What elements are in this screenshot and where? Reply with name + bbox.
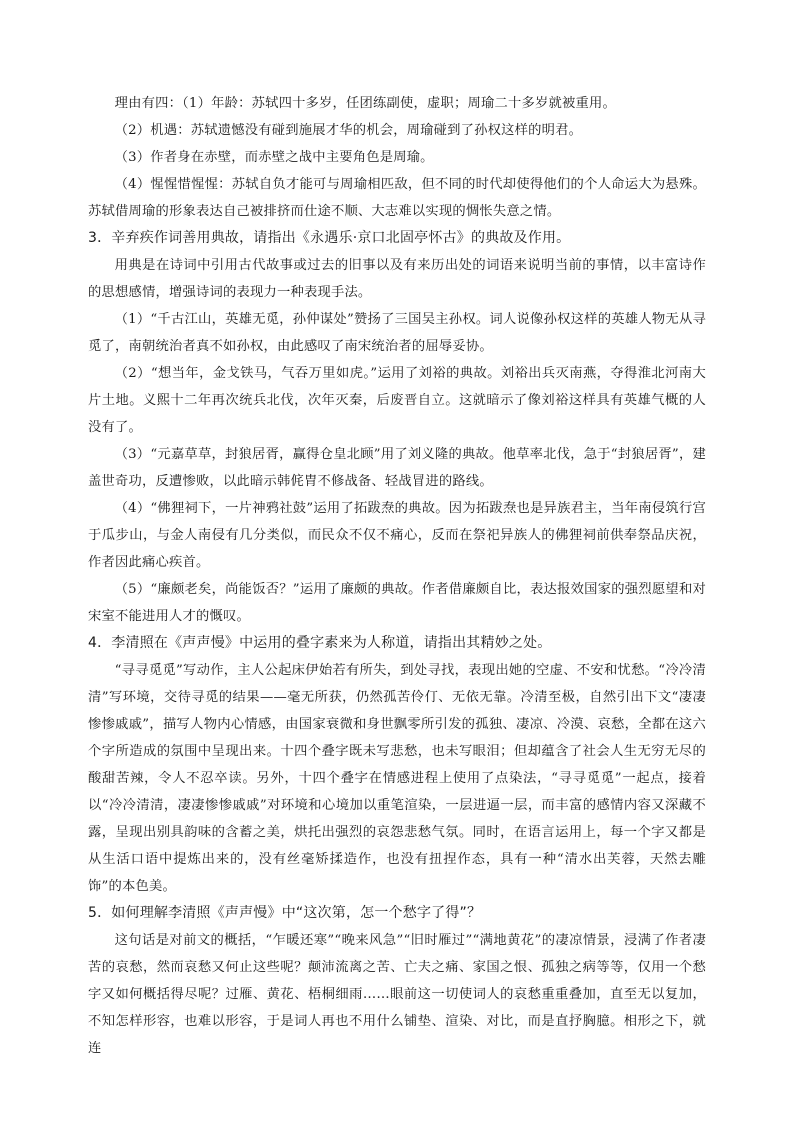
paragraph-allusion-1: （1）“千古江山，英雄无觅，孙仲谋处”赞扬了三国吴主孙权。词人说像孙权这样的英雄人物无从寻觅了，南朝统治者真不如孙权，由此感叹了南宋统治者的屈辱妥协。	[88, 312, 706, 354]
question-4: 4．李清照在《声声慢》中运用的叠字素来为人称道，请指出其精妙之处。	[88, 635, 552, 651]
question-5: 5．如何理解李清照《声声慢》中“这次第，怎一个愁字了得”？	[88, 905, 482, 921]
paragraph-reason-location: （3）作者身在赤壁，而赤壁之战中主要角色是周瑜。	[114, 150, 434, 165]
paragraph-allusion-definition: 用典是在诗词中引用古代故事或过去的旧事以及有来历出处的词语来说明当前的事情，以丰富诗作的思想感情，增强诗词的表现力一种表现手法。	[88, 258, 706, 300]
paragraph-allusion-4: （4）“佛狸祠下，一片神鸦社鼓”运用了拓跋焘的典故。因为拓跋焘也是异族君主，当年南侵筑行宫于瓜步山，与金人南侵有几分类似，而民众不仅不痛心，反而在祭祀异族人的佛狸祠前供奉祭品庆祝，作者因此痛心疾首。	[88, 501, 706, 570]
paragraph-reduplication-answer: “寻寻觅觅”写动作，主人公起床伊始若有所失，到处寻找，表现出她的空虚、不安和忧愁。“冷冷清清”写环境，交待寻觅的结果——毫无所获，仍然孤苦伶仃、无依无靠。冷清至极，自然引出下文“凄凄惨惨戚戚”，描写人物内心情感，由国家衰微和身世飘零所引发的孤独、凄凉、冷漠、哀愁，全都在这六个字所造成的氛围中呈现出来。十四个叠字既未写悲愁，也未写眼泪；但却蕴含了社会人生无穷无尽的酸甜苦辣，令人不忍卒读。另外，十四个叠字在情感进程上使用了点染法，“寻寻觅觅”一起点，接着以“冷冷清清，凄凄惨惨戚戚”对环境和心境加以重笔渲染，一层进逼一层，而丰富的感情内容又深藏不露，呈现出别具韵味的含蓄之美，烘托出强烈的哀怨悲愁气氛。同时，在语言运用上，每一个字又都是从生活口语中提炼出来的，没有丝毫矫揉造作，也没有扭捏作态，具有一种“清水出芙蓉，天然去雕饰”的本色美。	[88, 663, 706, 894]
paragraph-reason-opportunity: （2）机遇：苏轼遗憾没有碰到施展才华的机会，周瑜碰到了孙权这样的明君。	[114, 123, 583, 138]
paragraph-reason-age: 理由有四：（1）年龄：苏轼四十多岁，任团练副使，虚职；周瑜二十多岁就被重用。	[114, 96, 616, 111]
question-3: 3．辛弃疾作词善用典故，请指出《永遇乐·京口北固亭怀古》的典故及作用。	[88, 230, 571, 246]
paragraph-allusion-5: （5）“廉颇老矣，尚能饭否？”运用了廉颇的典故。作者借廉颇自比，表达报效国家的强烈愿望和对宋室不能进用人才的慨叹。	[88, 582, 706, 624]
paragraph-sorrow-answer: 这句话是对前文的概括，“乍暖还寒”“晚来风急”“旧时雁过”“满地黄花”的凄凉情景，浸满了作者凄苦的哀愁，然而哀愁又何止这些呢？颠沛流离之苦、亡夫之痛、家国之恨、孤独之病等等，仅用一个愁字又如何概括得尽呢？过雁、黄花、梧桐细雨……眼前这一切使词人的哀愁重重叠加，直至无以复加，不知怎样形容，也难以形容，于是词人再也不用什么铺垫、渲染、对比，而是直抒胸臆。相形之下，就连	[88, 933, 706, 1056]
paragraph-reason-empathy: （4）惺惺惜惺惺：苏轼自负才能可与周瑜相匹敌，但不同的时代却使得他们的个人命运大为悬殊。苏轼借周瑜的形象表达自己被排挤而仕途不顺、大志难以实现的惆怅失意之情。	[88, 177, 706, 219]
paragraph-allusion-3: （3）“元嘉草草，封狼居胥，赢得仓皇北顾”用了刘义隆的典故。他草率北伐，急于“封狼居胥”，建盖世奇功，反遭惨败，以此暗示韩侂胄不修战备、轻战冒进的路线。	[88, 447, 706, 489]
paragraph-allusion-2: （2）“想当年，金戈铁马，气吞万里如虎。”运用了刘裕的典故。刘裕出兵灭南燕，夺得淮北河南大片土地。义熙十二年再次统兵北伐，次年灭秦，后废晋自立。这就暗示了像刘裕这样具有英雄气概的人没有了。	[88, 366, 706, 435]
